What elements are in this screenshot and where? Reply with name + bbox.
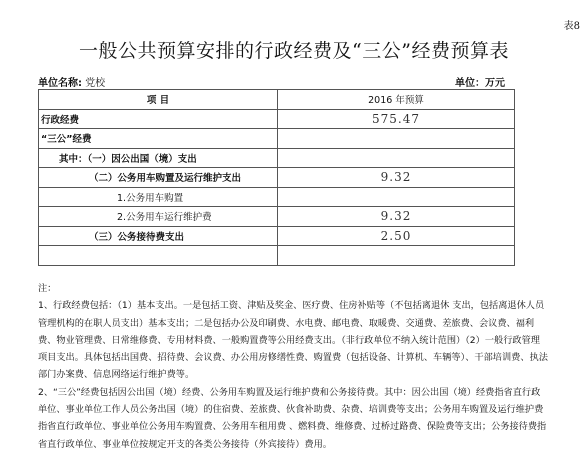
row-label: 其中：（一）因公出国（境）支出 xyxy=(39,148,278,168)
row-label xyxy=(39,246,278,266)
page-title: 一般公共预算安排的行政经费及“三公”经费预算表 xyxy=(79,40,509,62)
budget-table xyxy=(38,89,515,266)
row-value: 575.47 xyxy=(278,109,515,129)
table-number: 表8 xyxy=(563,21,580,32)
table-row xyxy=(39,109,515,129)
table-row xyxy=(39,168,515,188)
row-label: 2.公务用车运行维护费 xyxy=(39,207,278,227)
header-item: 项 目 xyxy=(39,90,278,110)
row-label: 行政经费 xyxy=(39,109,278,129)
unit-name xyxy=(38,74,105,89)
row-value xyxy=(278,129,515,149)
note-item: 1、行政经费包括：（1）基本支出。一是包括工资、津贴及奖金、医疗费、住房补贴等（不包括离退休 支出，包括离退休人员管理机构的在职人员支出）基本支出；二是包括办公及印刷费、水电费、邮电费、取暖费、交通费、差旅费、会议费、福利费、物业管理费、日常维修费、专用材料费、一般购置费等公用经费支出。（非行政单位不纳入统计范围）（2）一般行政管理项目支出。具体包括出国费、招待费、会议费、办公用房修缮性费、购置费（包括设备、计算机、车辆等）、干部培训费、执法部门办案费、信息网络运行维护费等。 xyxy=(38,300,548,381)
table-row xyxy=(39,207,515,227)
currency-unit: 单位：万元 xyxy=(455,78,505,89)
table-row xyxy=(39,246,515,266)
row-label: 1.公务用车购置 xyxy=(39,187,278,207)
row-value: 2.50 xyxy=(278,226,515,246)
table-row xyxy=(39,187,515,207)
row-value xyxy=(278,246,515,266)
note-item: 2、“三公”经费包括因公出国（境）经费、公务用车购置及运行维护费和公务接待费。其中：因公出国（境）经费指省直行政单位、事业单位工作人员公务出国（境）的住宿费、差旅费、伙食补助费、杂费、培训费等支出；公务用车购置及运行维护费指省直行政单位、事业单位公务用车购置费、公务用车租用费 、燃料费、维修费、过桥过路费、保险费等支出；公务接待费指省直行政单位、事业单位按规定开支的各类公务接待（外宾接待）费用。 xyxy=(38,386,547,450)
header-budget: 2016 年预算 xyxy=(278,90,515,110)
row-value xyxy=(278,148,515,168)
row-label: （二）公务用车购置及运行维护支出 xyxy=(39,168,278,188)
table-row xyxy=(39,148,515,168)
row-value: 9.32 xyxy=(278,207,515,227)
notes-heading: 注： xyxy=(38,283,57,294)
table-row xyxy=(39,129,515,149)
row-value xyxy=(278,187,515,207)
unit-name-label: 单位名称: xyxy=(38,78,82,89)
table-header-row xyxy=(39,90,515,110)
row-label: “三公”经费 xyxy=(39,129,278,149)
row-label: （三）公务接待费支出 xyxy=(39,226,278,246)
table-row xyxy=(39,226,515,246)
unit-name-value: 党校 xyxy=(85,78,106,89)
row-value: 9.32 xyxy=(278,168,515,188)
notes-section xyxy=(38,280,548,453)
